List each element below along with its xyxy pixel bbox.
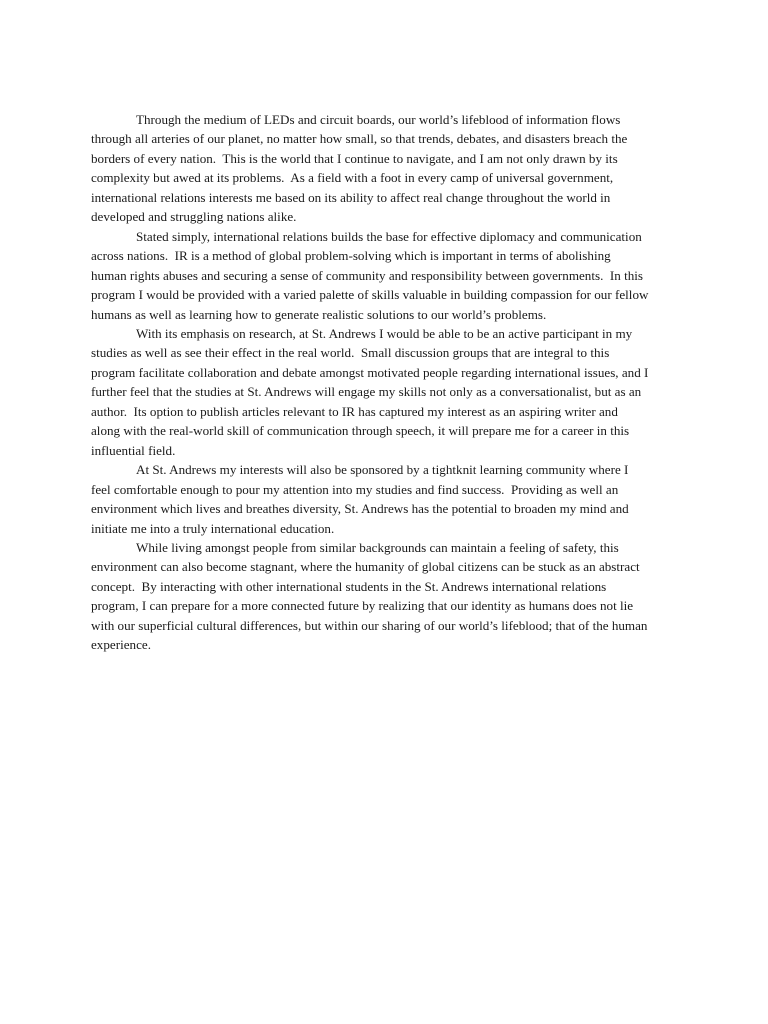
text-line: complexity but awed at its problems. As a field with a foot in every camp of universal government, [91, 170, 614, 186]
text-line: along with the real-world skill of communication through speech, it will prepare me for a career in this [91, 423, 630, 439]
essay-body [91, 110, 679, 655]
text-line: with our superficial cultural differences, but within our sharing of our world’s lifeblood; that of the human [91, 617, 648, 633]
text-line: While living amongst people from similar backgrounds can maintain a feeling of safety, this [136, 539, 619, 555]
text-line: human rights abuses and securing a sense of community and responsibility between governments. In this [91, 267, 644, 283]
text-line: through all arteries of our planet, no matter how small, so that trends, debates, and disasters breach the [91, 131, 628, 147]
text-line: Through the medium of LEDs and circuit boards, our world’s lifeblood of information flows [136, 112, 621, 127]
text-line: program, I can prepare for a more connected future by realizing that our identity as humans does not lie [91, 598, 634, 614]
text-line: environment can also become stagnant, where the humanity of global citizens can be stuck as an abstract [91, 559, 640, 575]
text-line: With its emphasis on research, at St. Andrews I would be able to be an active participant in my [136, 325, 633, 341]
text-line: author. Its option to publish articles relevant to IR has captured my interest as an aspiring writer and [91, 403, 618, 419]
paragraph [91, 538, 679, 655]
text-line: At St. Andrews my interests will also be sponsored by a tightknit learning community where I [136, 462, 629, 478]
text-line: humans as well as learning how to generate realistic solutions to our world’s problems. [91, 306, 547, 322]
text-line: studies as well as see their effect in the real world. Small discussion groups that are integral to this [91, 345, 610, 361]
text-line: across nations. IR is a method of global problem-solving which is important in terms of abolishing [91, 248, 611, 264]
text-line: experience. [91, 637, 151, 653]
text-line: Stated simply, international relations builds the base for effective diplomacy and communication [136, 228, 642, 244]
text-line: program facilitate collaboration and debate amongst motivated people regarding international issues, and I [91, 364, 649, 380]
text-line: borders of every nation. This is the world that I continue to navigate, and I am not only drawn by its [91, 150, 618, 166]
paragraph [91, 324, 679, 460]
text-line: initiate me into a truly international education. [91, 520, 335, 536]
text-line: international relations interests me based on its ability to affect real change throughout the world in [91, 189, 611, 205]
text-line: developed and struggling nations alike. [91, 209, 297, 225]
text-line: environment which lives and breathes diversity, St. Andrews has the potential to broaden my mind and [91, 501, 629, 517]
paragraph [91, 460, 679, 538]
text-line: feel comfortable enough to pour my attention into my studies and find success. Providing as well an [91, 481, 619, 497]
text-line: further feel that the studies at St. Andrews will engage my skills not only as a conversationalist, but as an [91, 384, 642, 400]
paragraph [91, 110, 679, 227]
text-line: concept. By interacting with other international students in the St. Andrews international relations [91, 578, 607, 594]
paragraph [91, 227, 679, 324]
text-line: program I would be provided with a varied palette of skills valuable in building compassion for our fellow [91, 287, 649, 303]
text-line: influential field. [91, 442, 176, 458]
